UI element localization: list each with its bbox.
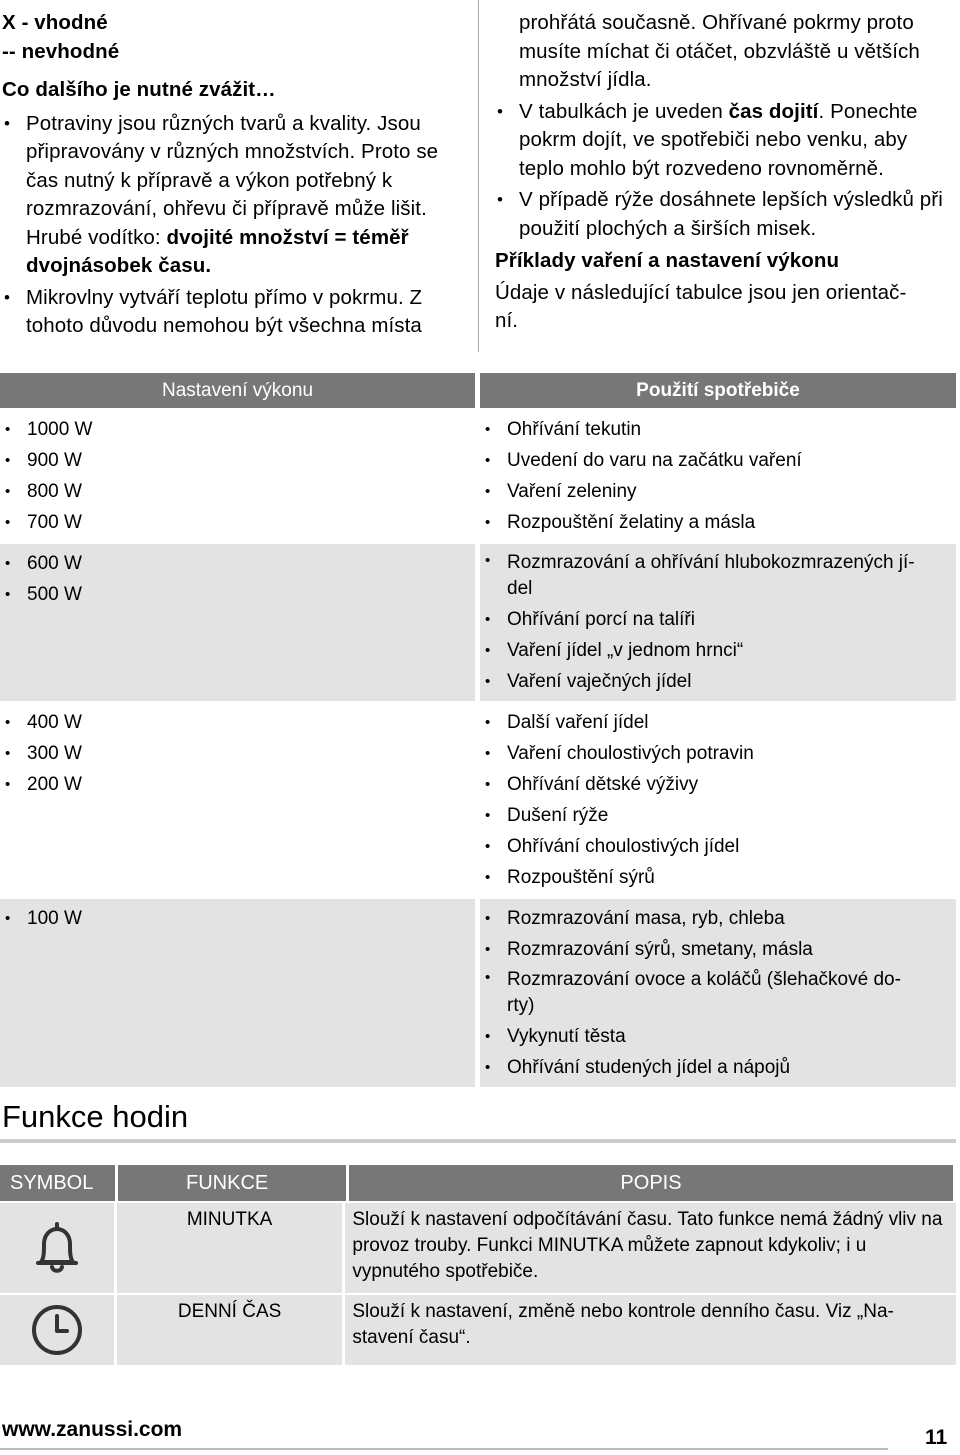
power-value: • 800 W <box>0 476 475 507</box>
use-item: • Vaření choulostivých potravin <box>480 738 956 769</box>
header-description: POPIS <box>349 1165 953 1201</box>
power-value: • 900 W <box>0 445 475 476</box>
section-title: Funkce hodin <box>2 1099 189 1134</box>
right-column <box>495 9 957 336</box>
function-name: MINUTKA <box>117 1203 343 1293</box>
clock-functions-table <box>0 1165 956 1365</box>
header-power: Nastavení výkonu <box>0 373 475 408</box>
page-number: 11 <box>925 1426 948 1449</box>
table-row <box>0 703 956 897</box>
considerations-list <box>2 110 462 341</box>
legend-suitable: X - vhodné <box>2 11 108 34</box>
power-value: • 600 W <box>0 548 475 579</box>
use-item: • Rozpouštění sýrů <box>480 862 956 893</box>
use-item: • Vaření jídel „v jednom hrnci“ <box>480 635 956 666</box>
table-row <box>0 410 956 542</box>
use-item: • Rozmrazování ovoce a koláčů (šlehačkové do- rty) <box>480 965 956 1021</box>
clock-icon <box>0 1295 114 1365</box>
use-item: • Dušení rýže <box>480 800 956 831</box>
use-item: • Rozmrazování a ohřívání hlubokozmrazených jí- del <box>480 548 956 604</box>
continued-paragraph: prohřátá současně. Ohřívané pokrmy proto musíte míchat či otáčet, obzvláště u větších množství jídla. <box>519 11 920 91</box>
table-row <box>0 1203 956 1293</box>
table-header <box>0 1165 956 1201</box>
table-header <box>0 373 956 408</box>
power-value: • 100 W <box>0 903 475 934</box>
footer-website: www.zanussi.com <box>2 1418 183 1441</box>
power-value: • 400 W <box>0 707 475 738</box>
power-value: • 300 W <box>0 738 475 769</box>
list-item: • V tabulkách je uveden čas dojití. Ponechte pokrm dojít, ve spotřebiči nebo venku, aby teplo mohlo být rozvedeno rovnoměrně. <box>495 98 957 184</box>
tips-list <box>495 98 957 244</box>
section-heading-examples: Příklady vaření a nastavení výkonu <box>495 249 840 272</box>
table-row <box>0 1295 956 1365</box>
use-item: • Další vaření jídel <box>480 707 956 738</box>
section-heading-considerations: Co dalšího je nutné zvážit… <box>2 78 276 101</box>
use-item: • Ohřívání studených jídel a nápojů <box>480 1052 956 1083</box>
power-settings-table <box>0 373 956 1087</box>
use-item: • Uvedení do varu na začátku vaření <box>480 445 956 476</box>
use-item: • Vykynutí těsta <box>480 1021 956 1052</box>
function-description: Slouží k nastavení odpočítávání času. Tato funkce nemá žádný vliv na provoz trouby. Funkci MINUTKA můžete zapnout kdykoliv; i u vypnutého spotřebiče. <box>345 1203 956 1293</box>
use-item: • Rozmrazování masa, ryb, chleba <box>480 903 956 934</box>
power-value: • 1000 W <box>0 414 475 445</box>
header-function: FUNKCE <box>118 1165 346 1201</box>
use-item: • Vaření vaječných jídel <box>480 666 956 697</box>
list-item: • Potraviny jsou různých tvarů a kvality. Jsou připravovány v různých množstvích. Proto se čas nutný k přípravě a výkon potřebný k rozmrazování, ohřevu či přípravě může lišit. Hrubé vodítko: dvojité množství = téměř dvojnásobek času. <box>2 110 462 281</box>
table-intro: Údaje v následující tabulce jsou jen orientač- ní. <box>495 280 907 332</box>
function-description: Slouží k nastavení, změně nebo kontrole denního času. Viz „Na- stavení času“. <box>345 1295 956 1365</box>
section-title-rule <box>0 1139 956 1143</box>
use-item: • Ohřívání choulostivých jídel <box>480 831 956 862</box>
power-value: • 700 W <box>0 507 475 538</box>
left-column <box>2 9 462 341</box>
list-item: • V případě rýže dosáhnete lepších výsledků při použití plochých a širších misek. <box>495 186 957 243</box>
power-value: • 200 W <box>0 769 475 800</box>
function-name: DENNÍ ČAS <box>117 1295 343 1365</box>
use-item: • Ohřívání tekutin <box>480 414 956 445</box>
use-item: • Ohřívání porcí na talíři <box>480 604 956 635</box>
power-value: • 500 W <box>0 579 475 610</box>
use-item: • Vaření zeleniny <box>480 476 956 507</box>
bell-icon <box>0 1203 114 1293</box>
table-row <box>0 899 956 1087</box>
use-item: • Rozpouštění želatiny a másla <box>480 507 956 538</box>
footer-rule <box>0 1448 888 1450</box>
column-divider <box>478 0 479 352</box>
header-symbol: SYMBOL <box>0 1165 115 1201</box>
legend-unsuitable: -- nevhodné <box>2 39 120 63</box>
header-use: Použití spotřebiče <box>480 373 956 408</box>
list-item: • Mikrovlny vytváří teplotu přímo v pokrmu. Z tohoto důvodu nemohou být všechna místa <box>2 284 462 341</box>
table-row <box>0 544 956 701</box>
use-item: • Rozmrazování sýrů, smetany, másla <box>480 934 956 965</box>
use-item: • Ohřívání dětské výživy <box>480 769 956 800</box>
